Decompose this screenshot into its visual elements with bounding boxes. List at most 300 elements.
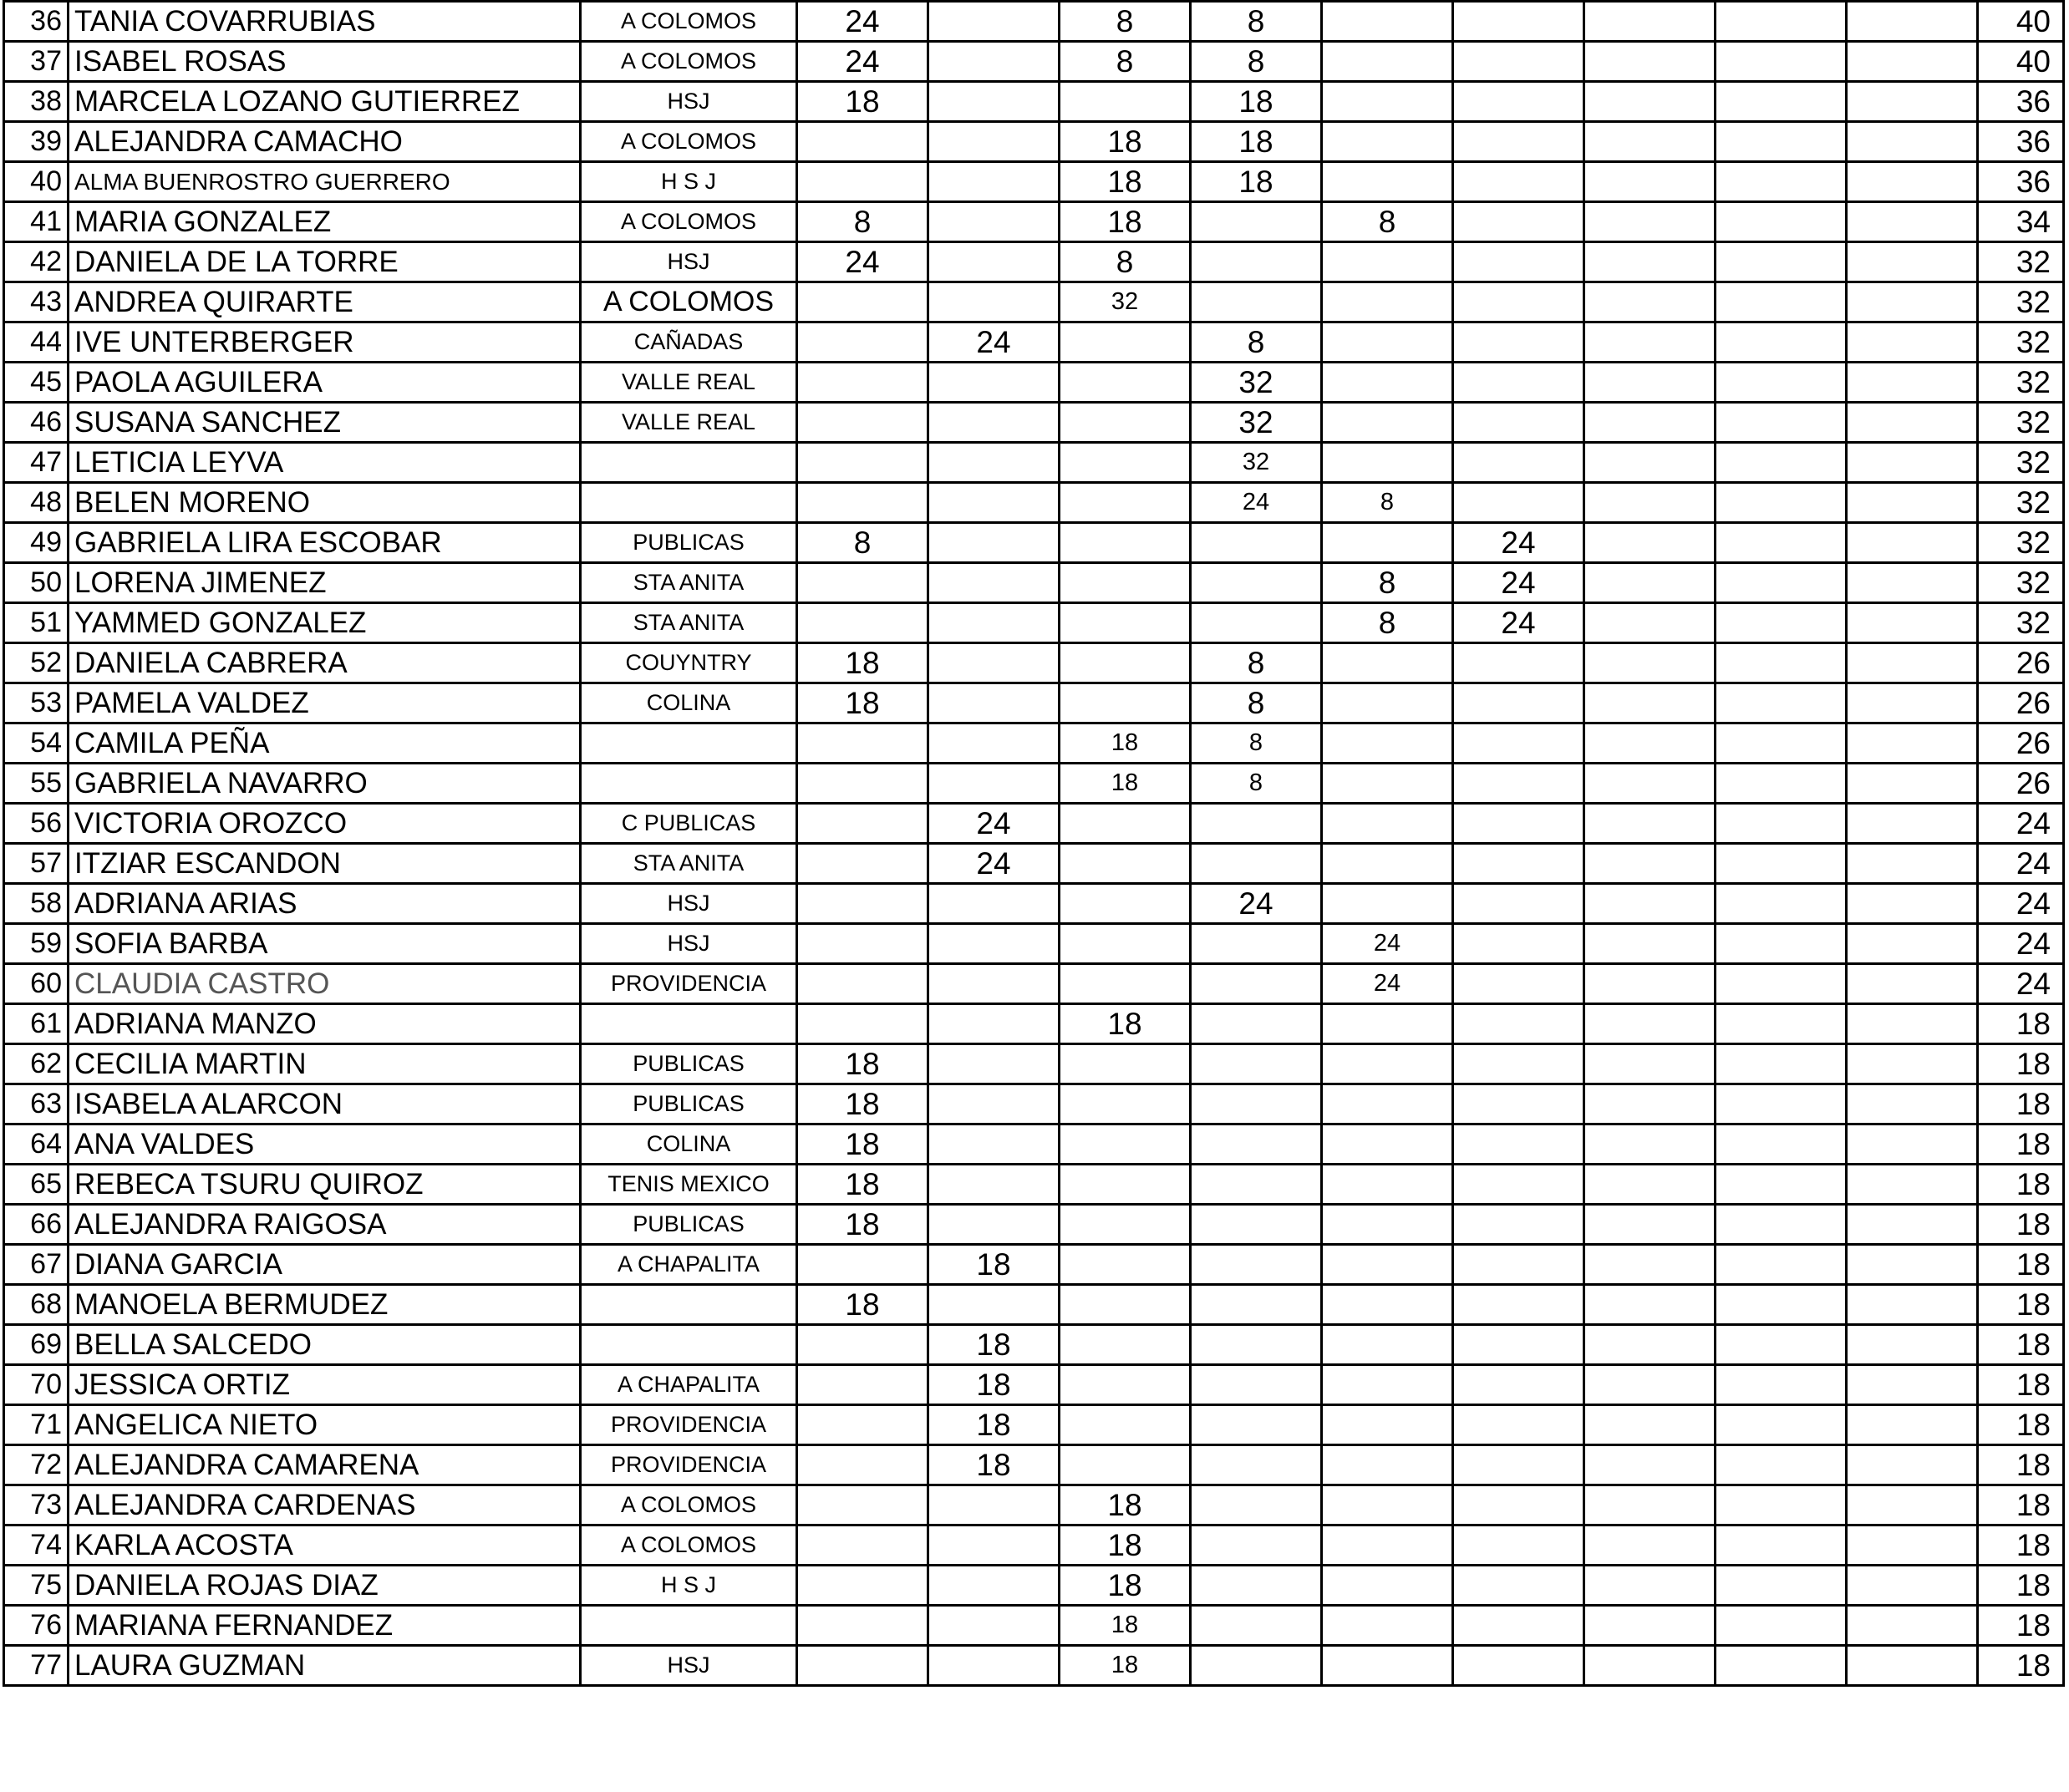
score-cell bbox=[1716, 1405, 1847, 1445]
score-cell bbox=[1716, 1044, 1847, 1084]
club-name: HSJ bbox=[581, 924, 797, 964]
player-name: ALEJANDRA CAMACHO bbox=[69, 122, 581, 162]
score-cell bbox=[1322, 1084, 1453, 1124]
total-points: 36 bbox=[1978, 162, 2064, 202]
score-cell bbox=[1453, 1365, 1584, 1405]
score-cell bbox=[928, 242, 1060, 282]
score-cell: 24 bbox=[797, 42, 928, 82]
score-cell bbox=[928, 563, 1060, 603]
score-cell bbox=[928, 1646, 1060, 1686]
rank-number: 77 bbox=[4, 1646, 69, 1686]
score-cell: 18 bbox=[1060, 162, 1191, 202]
score-cell bbox=[1584, 603, 1716, 643]
score-cell bbox=[1453, 764, 1584, 804]
score-cell bbox=[1453, 162, 1584, 202]
score-cell: 24 bbox=[928, 804, 1060, 844]
score-cell bbox=[797, 924, 928, 964]
total-points: 18 bbox=[1978, 1124, 2064, 1165]
score-cell bbox=[1584, 443, 1716, 483]
total-points: 18 bbox=[1978, 1445, 2064, 1485]
score-cell bbox=[1060, 523, 1191, 563]
score-cell bbox=[1322, 1044, 1453, 1084]
score-cell bbox=[928, 924, 1060, 964]
score-cell: 18 bbox=[1060, 1566, 1191, 1606]
score-cell bbox=[1584, 242, 1716, 282]
player-name: ISABELA ALARCON bbox=[69, 1084, 581, 1124]
score-cell bbox=[1716, 1084, 1847, 1124]
score-cell bbox=[1453, 1084, 1584, 1124]
total-points: 18 bbox=[1978, 1165, 2064, 1205]
score-cell: 24 bbox=[1453, 523, 1584, 563]
score-cell: 24 bbox=[1453, 603, 1584, 643]
score-cell bbox=[928, 1606, 1060, 1646]
score-cell bbox=[1847, 282, 1978, 322]
rank-number: 41 bbox=[4, 202, 69, 242]
total-points: 32 bbox=[1978, 242, 2064, 282]
score-cell bbox=[1191, 523, 1322, 563]
score-cell bbox=[1716, 884, 1847, 924]
table-row bbox=[4, 2, 2064, 42]
score-cell bbox=[1191, 1245, 1322, 1285]
table-row bbox=[4, 1004, 2064, 1044]
rank-number: 61 bbox=[4, 1004, 69, 1044]
score-cell bbox=[797, 122, 928, 162]
score-cell bbox=[1716, 122, 1847, 162]
score-cell: 24 bbox=[928, 322, 1060, 363]
score-cell bbox=[1847, 844, 1978, 884]
score-cell bbox=[797, 1405, 928, 1445]
club-name bbox=[581, 723, 797, 764]
score-cell bbox=[797, 1325, 928, 1365]
score-cell bbox=[1847, 723, 1978, 764]
score-cell bbox=[1191, 1044, 1322, 1084]
total-points: 36 bbox=[1978, 82, 2064, 122]
score-cell: 18 bbox=[797, 1044, 928, 1084]
score-cell bbox=[1322, 884, 1453, 924]
total-points: 34 bbox=[1978, 202, 2064, 242]
total-points: 40 bbox=[1978, 2, 2064, 42]
total-points: 26 bbox=[1978, 764, 2064, 804]
score-cell bbox=[1584, 924, 1716, 964]
score-cell bbox=[797, 964, 928, 1004]
score-cell: 18 bbox=[1191, 122, 1322, 162]
score-cell bbox=[797, 884, 928, 924]
club-name: A COLOMOS bbox=[581, 42, 797, 82]
score-cell: 18 bbox=[1060, 1004, 1191, 1044]
score-cell bbox=[1716, 924, 1847, 964]
club-name bbox=[581, 764, 797, 804]
score-cell bbox=[1453, 1566, 1584, 1606]
club-name: A CHAPALITA bbox=[581, 1245, 797, 1285]
score-cell bbox=[1322, 804, 1453, 844]
score-cell bbox=[797, 1365, 928, 1405]
score-cell bbox=[928, 1004, 1060, 1044]
table-row bbox=[4, 924, 2064, 964]
score-cell: 24 bbox=[1322, 924, 1453, 964]
total-points: 26 bbox=[1978, 643, 2064, 683]
score-cell bbox=[797, 844, 928, 884]
score-cell bbox=[797, 563, 928, 603]
rank-number: 44 bbox=[4, 322, 69, 363]
score-cell bbox=[1453, 122, 1584, 162]
score-cell bbox=[1322, 443, 1453, 483]
score-cell: 18 bbox=[797, 1124, 928, 1165]
score-cell bbox=[1191, 242, 1322, 282]
club-name: HSJ bbox=[581, 884, 797, 924]
score-cell bbox=[1847, 804, 1978, 844]
score-cell: 18 bbox=[1060, 764, 1191, 804]
score-cell bbox=[1584, 523, 1716, 563]
score-cell: 18 bbox=[797, 683, 928, 723]
score-cell: 18 bbox=[928, 1325, 1060, 1365]
score-cell bbox=[1453, 322, 1584, 363]
score-cell bbox=[1453, 884, 1584, 924]
score-cell: 8 bbox=[797, 523, 928, 563]
score-cell bbox=[1060, 1285, 1191, 1325]
score-cell bbox=[1322, 1566, 1453, 1606]
table-row bbox=[4, 1365, 2064, 1405]
table-row bbox=[4, 363, 2064, 403]
score-cell bbox=[1847, 924, 1978, 964]
rank-number: 64 bbox=[4, 1124, 69, 1165]
score-cell bbox=[1716, 1525, 1847, 1566]
player-name: ANA VALDES bbox=[69, 1124, 581, 1165]
score-cell bbox=[1453, 363, 1584, 403]
score-cell bbox=[1716, 202, 1847, 242]
score-cell bbox=[1847, 42, 1978, 82]
total-points: 32 bbox=[1978, 282, 2064, 322]
score-cell bbox=[1191, 1205, 1322, 1245]
club-name bbox=[581, 1325, 797, 1365]
table-row bbox=[4, 1525, 2064, 1566]
score-cell bbox=[1453, 844, 1584, 884]
total-points: 18 bbox=[1978, 1245, 2064, 1285]
club-name: VALLE REAL bbox=[581, 363, 797, 403]
score-cell bbox=[797, 1485, 928, 1525]
score-cell bbox=[1716, 1365, 1847, 1405]
total-points: 18 bbox=[1978, 1646, 2064, 1686]
score-cell: 18 bbox=[1060, 1525, 1191, 1566]
score-cell bbox=[1191, 924, 1322, 964]
player-name: LETICIA LEYVA bbox=[69, 443, 581, 483]
score-cell bbox=[1322, 643, 1453, 683]
score-cell bbox=[1322, 1405, 1453, 1445]
score-cell bbox=[1584, 563, 1716, 603]
score-cell: 18 bbox=[928, 1245, 1060, 1285]
total-points: 36 bbox=[1978, 122, 2064, 162]
score-cell bbox=[1191, 844, 1322, 884]
club-name: A COLOMOS bbox=[581, 282, 797, 322]
player-name: MARIA GONZALEZ bbox=[69, 202, 581, 242]
table-row bbox=[4, 603, 2064, 643]
score-cell bbox=[1453, 483, 1584, 523]
score-cell bbox=[1322, 844, 1453, 884]
total-points: 32 bbox=[1978, 563, 2064, 603]
score-cell: 8 bbox=[1322, 202, 1453, 242]
score-cell bbox=[1453, 1124, 1584, 1165]
score-cell: 18 bbox=[928, 1445, 1060, 1485]
score-cell: 8 bbox=[1322, 603, 1453, 643]
score-cell bbox=[797, 1004, 928, 1044]
score-cell: 8 bbox=[797, 202, 928, 242]
score-cell bbox=[1584, 122, 1716, 162]
score-cell bbox=[928, 202, 1060, 242]
table-row bbox=[4, 683, 2064, 723]
rank-number: 54 bbox=[4, 723, 69, 764]
score-cell bbox=[797, 1245, 928, 1285]
score-cell bbox=[1716, 82, 1847, 122]
rank-number: 71 bbox=[4, 1405, 69, 1445]
score-cell bbox=[1847, 82, 1978, 122]
score-cell bbox=[1191, 1285, 1322, 1325]
score-cell bbox=[928, 1044, 1060, 1084]
score-cell bbox=[1584, 483, 1716, 523]
score-cell bbox=[1322, 122, 1453, 162]
score-cell bbox=[797, 764, 928, 804]
table-row bbox=[4, 242, 2064, 282]
score-cell bbox=[797, 1445, 928, 1485]
score-cell bbox=[1716, 643, 1847, 683]
score-cell bbox=[1060, 1325, 1191, 1365]
score-cell bbox=[1716, 523, 1847, 563]
score-cell bbox=[1322, 1325, 1453, 1365]
club-name: STA ANITA bbox=[581, 844, 797, 884]
score-cell bbox=[1191, 1445, 1322, 1485]
rank-number: 76 bbox=[4, 1606, 69, 1646]
score-cell bbox=[1847, 1044, 1978, 1084]
rank-number: 42 bbox=[4, 242, 69, 282]
score-cell bbox=[1847, 1525, 1978, 1566]
score-cell bbox=[928, 723, 1060, 764]
total-points: 18 bbox=[1978, 1405, 2064, 1445]
score-cell bbox=[1322, 764, 1453, 804]
score-cell bbox=[1322, 1124, 1453, 1165]
rank-number: 50 bbox=[4, 563, 69, 603]
score-cell: 18 bbox=[797, 1165, 928, 1205]
score-cell bbox=[1453, 202, 1584, 242]
rank-number: 72 bbox=[4, 1445, 69, 1485]
score-cell bbox=[928, 964, 1060, 1004]
score-cell bbox=[1060, 844, 1191, 884]
score-cell: 18 bbox=[1060, 1606, 1191, 1646]
player-name: ALEJANDRA RAIGOSA bbox=[69, 1205, 581, 1245]
score-cell bbox=[1716, 282, 1847, 322]
total-points: 32 bbox=[1978, 523, 2064, 563]
player-name: ALMA BUENROSTRO GUERRERO bbox=[69, 162, 581, 202]
table-row bbox=[4, 884, 2064, 924]
player-name: DANIELA CABRERA bbox=[69, 643, 581, 683]
score-cell bbox=[1847, 563, 1978, 603]
score-cell bbox=[1453, 723, 1584, 764]
score-cell bbox=[928, 443, 1060, 483]
score-cell bbox=[1716, 1566, 1847, 1606]
total-points: 18 bbox=[1978, 1044, 2064, 1084]
rank-number: 47 bbox=[4, 443, 69, 483]
club-name bbox=[581, 1606, 797, 1646]
table-row bbox=[4, 723, 2064, 764]
score-cell bbox=[1584, 2, 1716, 42]
score-cell bbox=[1584, 1004, 1716, 1044]
score-cell bbox=[1453, 643, 1584, 683]
player-name: ALEJANDRA CAMARENA bbox=[69, 1445, 581, 1485]
score-cell bbox=[1584, 42, 1716, 82]
score-cell bbox=[1584, 1445, 1716, 1485]
club-name: A COLOMOS bbox=[581, 1485, 797, 1525]
score-cell bbox=[797, 443, 928, 483]
score-cell bbox=[1453, 683, 1584, 723]
club-name: VALLE REAL bbox=[581, 403, 797, 443]
rank-number: 69 bbox=[4, 1325, 69, 1365]
score-cell: 18 bbox=[1060, 122, 1191, 162]
score-cell bbox=[1453, 1285, 1584, 1325]
score-cell bbox=[1847, 1004, 1978, 1044]
score-cell bbox=[1584, 1205, 1716, 1245]
table-row bbox=[4, 1405, 2064, 1445]
score-cell bbox=[1453, 1165, 1584, 1205]
score-cell bbox=[1847, 1365, 1978, 1405]
score-cell bbox=[1453, 403, 1584, 443]
club-name bbox=[581, 483, 797, 523]
club-name: PUBLICAS bbox=[581, 1205, 797, 1245]
score-cell: 32 bbox=[1191, 363, 1322, 403]
table-row bbox=[4, 202, 2064, 242]
ranking-table bbox=[3, 0, 2065, 1687]
total-points: 32 bbox=[1978, 363, 2064, 403]
table-row bbox=[4, 643, 2064, 683]
table-row bbox=[4, 844, 2064, 884]
score-cell bbox=[1453, 1004, 1584, 1044]
score-cell bbox=[797, 282, 928, 322]
score-cell bbox=[1716, 804, 1847, 844]
score-cell bbox=[928, 122, 1060, 162]
score-cell bbox=[1322, 1165, 1453, 1205]
score-cell bbox=[928, 162, 1060, 202]
score-cell bbox=[1322, 1606, 1453, 1646]
rank-number: 43 bbox=[4, 282, 69, 322]
score-cell bbox=[1847, 483, 1978, 523]
table-row bbox=[4, 1485, 2064, 1525]
score-cell bbox=[1847, 1084, 1978, 1124]
score-cell bbox=[1191, 1606, 1322, 1646]
score-cell bbox=[1453, 924, 1584, 964]
score-cell bbox=[797, 723, 928, 764]
score-cell bbox=[1847, 1165, 1978, 1205]
score-cell bbox=[1060, 403, 1191, 443]
score-cell bbox=[1322, 1245, 1453, 1285]
score-cell bbox=[1584, 1084, 1716, 1124]
total-points: 18 bbox=[1978, 1525, 2064, 1566]
score-cell: 18 bbox=[1060, 202, 1191, 242]
score-cell bbox=[797, 1646, 928, 1686]
table-row bbox=[4, 1566, 2064, 1606]
club-name: PROVIDENCIA bbox=[581, 964, 797, 1004]
score-cell bbox=[1716, 162, 1847, 202]
score-cell bbox=[1191, 202, 1322, 242]
score-cell bbox=[1060, 1044, 1191, 1084]
player-name: VICTORIA OROZCO bbox=[69, 804, 581, 844]
score-cell bbox=[1453, 443, 1584, 483]
rank-number: 57 bbox=[4, 844, 69, 884]
score-cell bbox=[1847, 1445, 1978, 1485]
score-cell bbox=[1584, 1124, 1716, 1165]
score-cell bbox=[797, 804, 928, 844]
score-cell bbox=[1847, 1325, 1978, 1365]
score-cell bbox=[797, 603, 928, 643]
score-cell bbox=[1191, 1646, 1322, 1686]
table-row bbox=[4, 1205, 2064, 1245]
table-row bbox=[4, 1165, 2064, 1205]
score-cell bbox=[1716, 1205, 1847, 1245]
score-cell bbox=[928, 764, 1060, 804]
table-row bbox=[4, 1124, 2064, 1165]
club-name: HSJ bbox=[581, 82, 797, 122]
score-cell bbox=[1322, 242, 1453, 282]
score-cell bbox=[1453, 1205, 1584, 1245]
score-cell: 24 bbox=[797, 242, 928, 282]
club-name: PUBLICAS bbox=[581, 1044, 797, 1084]
player-name: YAMMED GONZALEZ bbox=[69, 603, 581, 643]
score-cell: 8 bbox=[1060, 42, 1191, 82]
score-cell: 24 bbox=[797, 2, 928, 42]
rank-number: 36 bbox=[4, 2, 69, 42]
score-cell bbox=[1584, 363, 1716, 403]
player-name: GABRIELA LIRA ESCOBAR bbox=[69, 523, 581, 563]
score-cell: 8 bbox=[1191, 723, 1322, 764]
score-cell bbox=[1584, 1325, 1716, 1365]
score-cell: 24 bbox=[928, 844, 1060, 884]
score-cell bbox=[1716, 242, 1847, 282]
score-cell bbox=[1584, 1646, 1716, 1686]
score-cell bbox=[1453, 1245, 1584, 1285]
player-name: DIANA GARCIA bbox=[69, 1245, 581, 1285]
total-points: 24 bbox=[1978, 844, 2064, 884]
score-cell: 32 bbox=[1191, 443, 1322, 483]
score-cell bbox=[1191, 282, 1322, 322]
player-name: DANIELA ROJAS DIAZ bbox=[69, 1566, 581, 1606]
score-cell bbox=[1584, 1044, 1716, 1084]
score-cell bbox=[1847, 964, 1978, 1004]
rank-number: 49 bbox=[4, 523, 69, 563]
rank-number: 68 bbox=[4, 1285, 69, 1325]
score-cell bbox=[1060, 603, 1191, 643]
score-cell bbox=[1847, 1285, 1978, 1325]
score-cell bbox=[1060, 1405, 1191, 1445]
score-cell: 24 bbox=[1191, 483, 1322, 523]
total-points: 26 bbox=[1978, 723, 2064, 764]
rank-number: 46 bbox=[4, 403, 69, 443]
total-points: 32 bbox=[1978, 603, 2064, 643]
club-name: PROVIDENCIA bbox=[581, 1405, 797, 1445]
score-cell: 24 bbox=[1191, 884, 1322, 924]
score-cell bbox=[1322, 82, 1453, 122]
score-cell bbox=[797, 363, 928, 403]
score-cell bbox=[1847, 1606, 1978, 1646]
score-cell bbox=[1322, 1525, 1453, 1566]
score-cell bbox=[1060, 1124, 1191, 1165]
score-cell bbox=[1847, 1566, 1978, 1606]
score-cell bbox=[1716, 2, 1847, 42]
score-cell bbox=[1060, 1365, 1191, 1405]
table-row bbox=[4, 1606, 2064, 1646]
score-cell: 24 bbox=[1322, 964, 1453, 1004]
score-cell bbox=[928, 1285, 1060, 1325]
table-row bbox=[4, 1445, 2064, 1485]
player-name: IVE UNTERBERGER bbox=[69, 322, 581, 363]
rank-number: 75 bbox=[4, 1566, 69, 1606]
score-cell bbox=[1453, 1044, 1584, 1084]
score-cell bbox=[1322, 723, 1453, 764]
score-cell bbox=[1060, 884, 1191, 924]
